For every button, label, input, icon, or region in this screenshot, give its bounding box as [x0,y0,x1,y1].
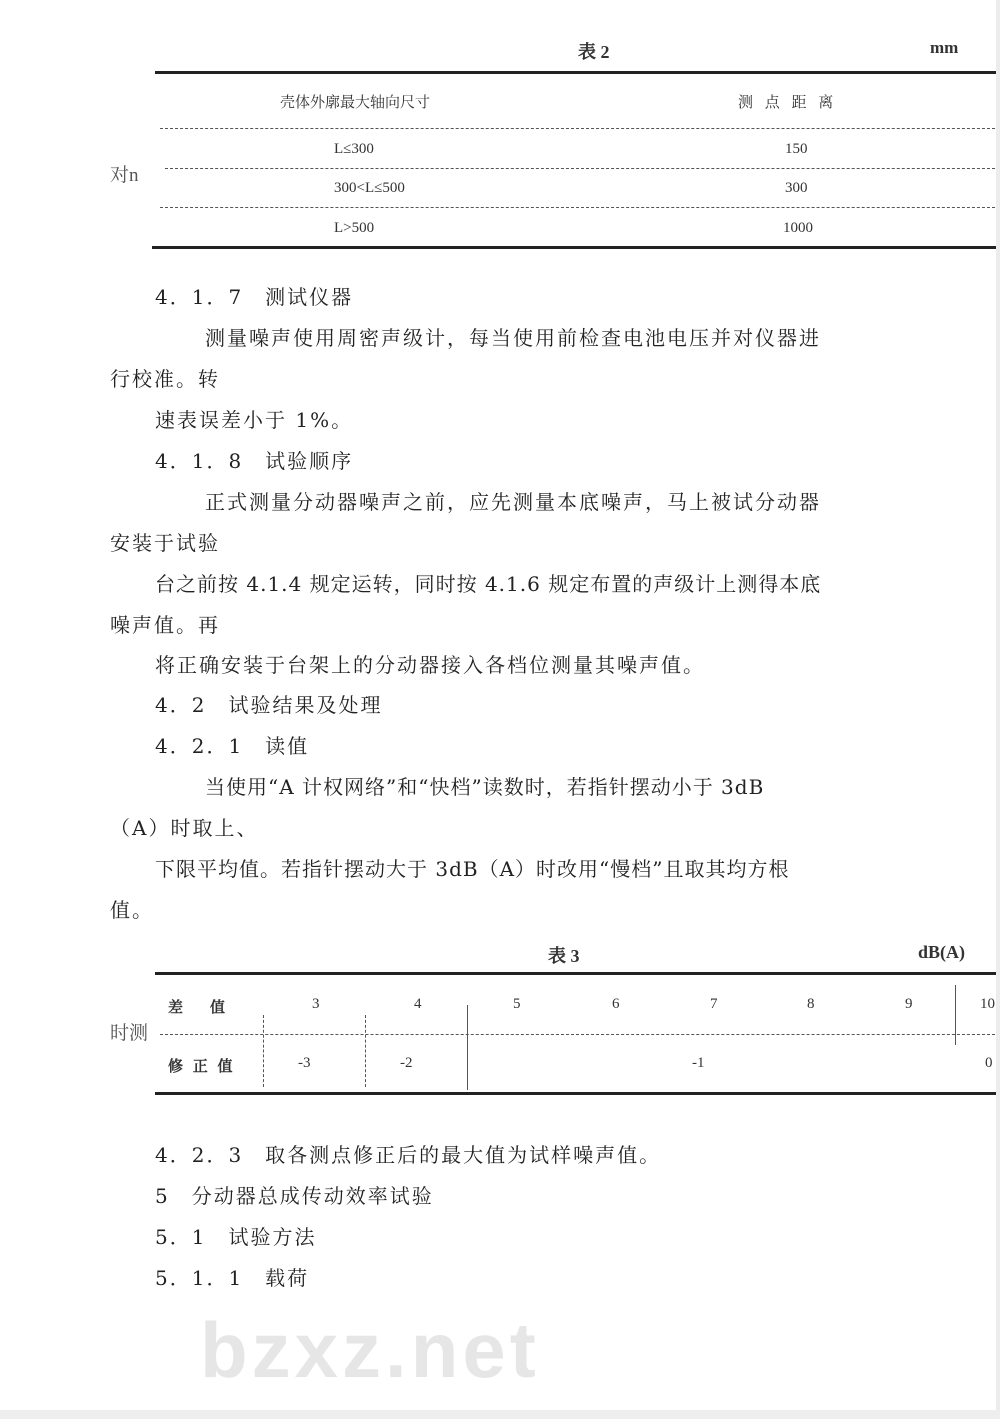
paragraph-line: 噪声值。再 [110,613,220,637]
table3-cell: 0 [985,1055,993,1071]
table3-top-rule [155,972,1000,975]
table3-cell: 5 [513,996,521,1012]
table2-cell: 300 [785,180,808,196]
table3-cell: 8 [807,996,815,1012]
table2-divider [160,207,1000,208]
table3-col-divider [263,1015,264,1087]
table2-header-size: 壳体外廓最大轴向尺寸 [280,95,431,111]
table3-col-divider [467,1005,468,1090]
table3-cell: 4 [414,996,422,1012]
watermark: bzxz.net [200,1306,540,1394]
table2-cell: 300<L≤500 [334,180,405,196]
page-bottom-bar [0,1410,1000,1419]
table3-col-divider [365,1015,366,1087]
paragraph-line: 台之前按 4.1.4 规定运转，同时按 4.1.6 规定布置的声级计上测得本底 [155,572,822,596]
table2-unit: mm [930,38,959,57]
table2-cell: 150 [785,141,808,157]
table3-cell: 9 [905,996,913,1012]
table3-cell: -2 [400,1055,413,1071]
table3-cell: 10 [980,996,995,1012]
table3-unit: dB(A) [918,942,966,962]
paragraph-line: 值。 [110,898,154,922]
paragraph-line: 安装于试验 [110,531,220,555]
paragraph-line: 正式测量分动器噪声之前，应先测量本底噪声，马上被试分动器 [205,490,821,514]
table2-divider [160,128,1000,129]
table2-top-rule [155,71,1000,74]
table2-cell: L>500 [334,220,375,236]
paragraph-line: 行校准。转 [110,367,220,391]
paragraph-line: 将正确安装于台架上的分动器接入各档位测量其噪声值。 [155,653,705,677]
table2-cell: 1000 [783,220,813,236]
table3-row-label: 差 值 [168,1000,232,1016]
table3-cell: 7 [710,996,718,1012]
section-heading: 4．2 试验结果及处理 [155,693,383,717]
table3-cell: -1 [692,1055,705,1071]
table2-title: 表 2 [578,42,610,62]
page-edge [996,0,1000,1410]
table2-divider [165,168,1000,169]
section-heading: 4．1．7 测试仪器 [155,285,354,309]
section-heading: 5．1 试验方法 [155,1225,317,1249]
table3-cell: 6 [612,996,620,1012]
table3-bottom-rule [155,1092,1000,1095]
table3-cell: -3 [298,1055,311,1071]
table2-cell: L≤300 [334,141,374,157]
paragraph-line: 当使用“A 计权网络”和“快档”读数时，若指针摆动小于 3dB [205,775,765,799]
table3-margin-note: 时测 [110,1023,149,1044]
section-heading: 4．2．1 读值 [155,734,310,758]
section-heading: 4．2．3 取各测点修正后的最大值为试样噪声值。 [155,1143,662,1167]
section-heading: 5 分动器总成传动效率试验 [155,1184,434,1208]
paragraph-line: （A）时取上、 [110,816,259,840]
table3-divider [160,1034,1000,1035]
table2-header-distance: 测 点 距 离 [738,95,838,111]
table3-title: 表 3 [548,946,580,966]
section-heading: 5．1．1 载荷 [155,1266,310,1290]
paragraph-line: 速表误差小于 1%。 [155,408,354,432]
table2-margin-note: 对n [110,165,139,186]
table3-col-divider [955,985,956,1045]
table2-bottom-rule [152,246,1000,249]
paragraph-line: 测量噪声使用周密声级计，每当使用前检查电池电压并对仪器进 [205,326,821,350]
table3-cell: 3 [312,996,320,1012]
paragraph-line: 下限平均值。若指针摆动大于 3dB（A）时改用“慢档”且取其均方根 [155,857,790,881]
section-heading: 4．1．8 试验顺序 [155,449,354,473]
table3-row-label: 修 正 值 [168,1059,236,1075]
